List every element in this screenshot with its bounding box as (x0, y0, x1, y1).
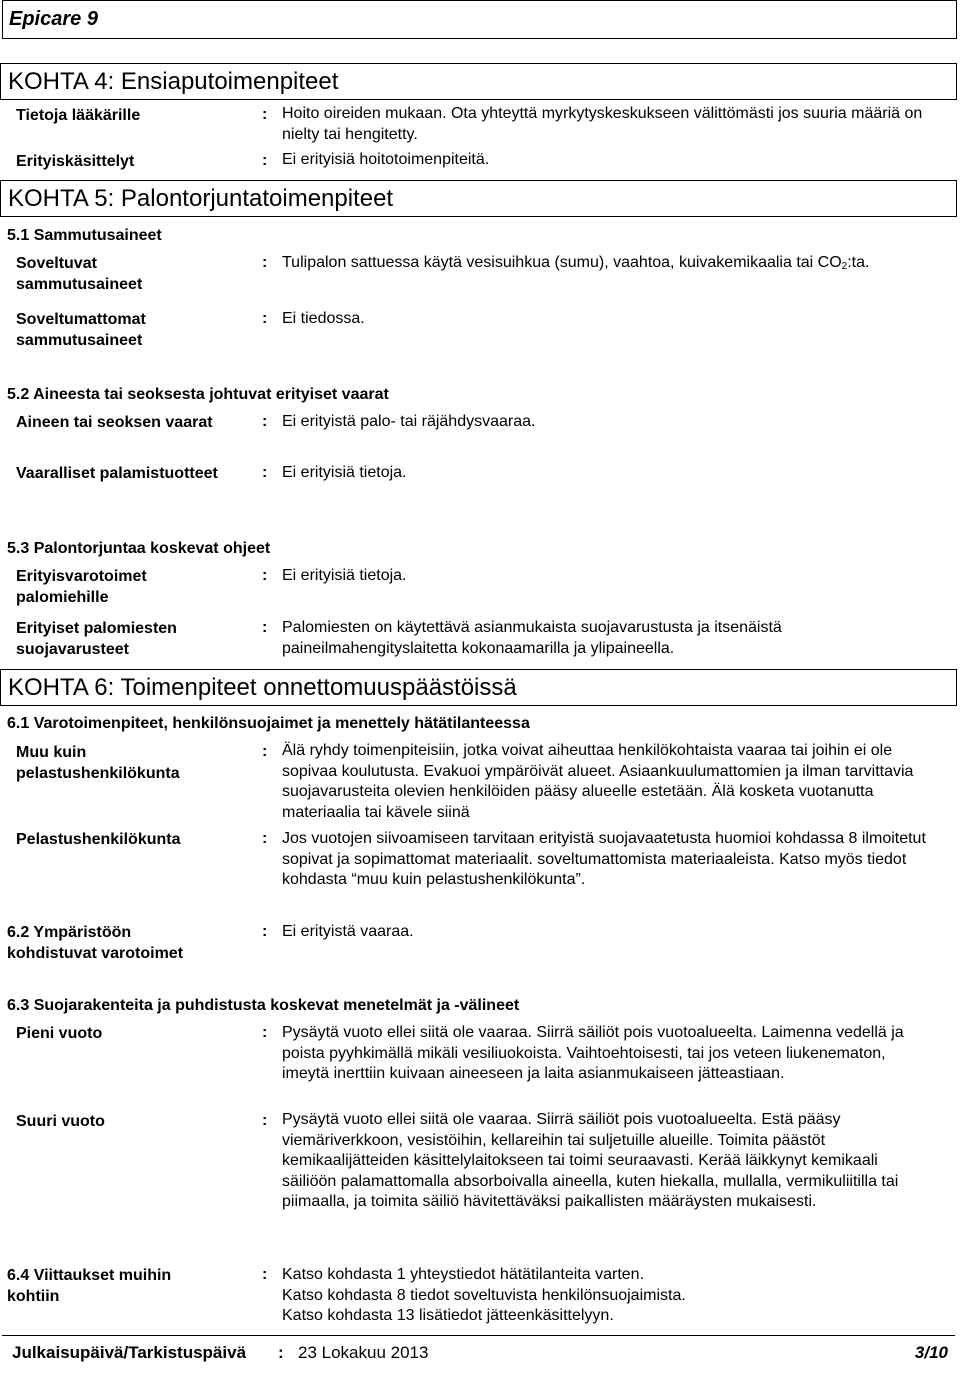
s5-text-hazards: Ei erityistä palo- tai räjähdysvaaraa. (282, 413, 536, 430)
colon: : (262, 1112, 268, 1129)
subsection-5-1: 5.1 Sammutusaineet (7, 227, 162, 244)
s5-label-unsuitable (16, 309, 146, 351)
colon: : (262, 106, 268, 123)
subsection-5-3: 5.3 Palontorjuntaa koskevat ohjeet (7, 540, 271, 557)
label-line: kohdistuvat varotoimet (7, 945, 184, 962)
label-line: Muu kuin (16, 744, 87, 761)
s5-text-combustion: Ei erityisiä tietoja. (282, 464, 407, 481)
colon: : (262, 743, 268, 760)
s5-text-precautions: Ei erityisiä tietoja. (282, 567, 407, 584)
s6-label-non-emergency (16, 742, 180, 784)
colon: : (262, 413, 268, 430)
s5-text-unsuitable: Ei tiedossa. (282, 310, 365, 327)
colon: : (278, 1343, 284, 1362)
label-line: Erityisvarotoimet (16, 568, 147, 585)
section-5-title (0, 180, 957, 217)
product-name: Epicare 9 (9, 8, 98, 30)
label-line: suojavarusteet (16, 641, 129, 658)
colon: : (262, 567, 268, 584)
section-6-title-text: KOHTA 6: Toimenpiteet onnettomuuspäästöissä (8, 674, 517, 701)
subsection-6-2 (7, 922, 183, 964)
s6-label-small-spill: Pieni vuoto (16, 1025, 103, 1042)
colon: : (262, 1024, 268, 1041)
label-line: 6.2 Ympäristöön (7, 924, 132, 941)
label-line: Soveltumattomat (16, 311, 146, 328)
footer-date: 23 Lokakuu 2013 (298, 1343, 429, 1362)
colon: : (262, 619, 268, 636)
label-line: 6.4 Viittaukset muihin (7, 1267, 172, 1284)
colon: : (262, 152, 268, 169)
s5-label-precautions (16, 566, 147, 608)
section-4-title (0, 63, 957, 100)
label-line: Soveltuvat (16, 255, 97, 272)
s5-label-suitable (16, 253, 142, 295)
label-line: pelastushenkilökunta (16, 765, 180, 782)
s4-label-special: Erityiskäsittelyt (16, 153, 135, 170)
label-line: palomiehille (16, 589, 109, 606)
colon: : (262, 254, 268, 271)
label-line: kohtiin (7, 1288, 60, 1305)
s6-label-large-spill: Suuri vuoto (16, 1113, 105, 1130)
s5-label-combustion: Vaaralliset palamistuotteet (16, 465, 218, 482)
s4-text-physician: Hoito oireiden mukaan. Ota yhteyttä myrkytyskeskukseen välittömästi jos suuria määriä on nielty tai hengitetty. (282, 105, 923, 143)
label-line: sammutusaineet (16, 276, 143, 293)
section-4-title-text: KOHTA 4: Ensiaputoimenpiteet (8, 68, 339, 95)
s6-text-small-spill: Pysäytä vuoto ellei siitä ole vaaraa. Siirrä säiliöt pois vuotoalueelta. Laimenna vedellä ja poista pyyhkimällä mikäli vesiliuokoista. Vaihtoehtoisesti, tai jos veteen liukenematon, imeytä inerttiin kuivaan aineeseen ja laita asianmukaiseen jätteastiaan. (282, 1024, 904, 1083)
colon: : (262, 923, 268, 940)
s6-text-references (282, 1265, 952, 1327)
label-line: Erityiset palomiesten (16, 620, 177, 637)
subsection-6-3: 6.3 Suojarakenteita ja puhdistusta koskevat menetelmät ja -välineet (7, 997, 520, 1014)
reference-line: Katso kohdasta 13 lisätiedot jätteenkäsittelyyn. (282, 1307, 614, 1325)
section-5-title-text: KOHTA 5: Palontorjuntatoimenpiteet (8, 185, 394, 212)
s6-label-emergency: Pelastushenkilökunta (16, 831, 181, 848)
s6-text-emergency: Jos vuotojen siivoamiseen tarvitaan erityistä suojavaatetusta huomioi kohdassa 8 ilmoitetut sopivat ja sopimattomat materiaalit. soveltumattomista materiaaleista. Katso myös tiedot kohdasta “muu kuin pelastushenkilökunta”. (282, 830, 926, 889)
colon: : (262, 1266, 268, 1283)
s4-text-special: Ei erityisiä hoitotoimenpiteitä. (282, 151, 490, 168)
subsection-6-4 (7, 1265, 171, 1307)
text-part: Tulipalon sattuessa käytä vesisuihkua (sumu), vaahtoa, kuivakemikaalia tai CO (282, 254, 842, 271)
reference-line: Katso kohdasta 1 yhteystiedot hätätilanteita varten. (282, 1266, 645, 1283)
subscript: 2 (841, 261, 848, 272)
s5-label-equipment (16, 618, 177, 660)
s6-text-non-emergency: Älä ryhdy toimenpiteisiin, jotka voivat aiheuttaa henkilökohtaista vaaraa tai joihin ei ole sopivaa koulutusta. Evakuoi ympäröivät alueet. Asiaankuulumattomien ja ilman tarvittavia suojavarusteita olevien henkilöiden pääsy alueelle estetään. Älä kosketa vuotanutta materiaalia tai kävele siinä (282, 742, 914, 821)
reference-line: Katso kohdasta 8 tiedot soveltuvista henkilönsuojaimista. (282, 1286, 686, 1304)
page-number: 3/10 (914, 1343, 948, 1362)
s6-text-large-spill: Pysäytä vuoto ellei siitä ole vaaraa. Siirrä säiliöt pois vuotoalueelta. Estä pääsy viemäriverkkoon, vesistöihin, kellareihin tai suljetuille alueille. Toimita päästöt kemikaalijätteiden käsittelylaitokseen tai toimi seuraavasti. Kerää läikkynyt kemikaali säiliöön palamattomalla absorboivalla aineella, kuten hiekalla, mullalla, vermikuliitilla tai piimaalla, ja toimita säiliö hävitettäväksi paikallisten määräysten mukaisesti. (282, 1111, 899, 1211)
document-header (2, 0, 957, 39)
colon: : (262, 310, 268, 327)
section-6-title (0, 669, 957, 706)
footer-divider (2, 1335, 955, 1336)
s4-label-physician: Tietoja lääkärille (16, 107, 141, 124)
text-part: :ta. (847, 254, 870, 271)
footer-label: Julkaisupäivä/Tarkistuspäivä (12, 1343, 247, 1362)
s5-text-suitable (282, 253, 952, 278)
colon: : (262, 464, 268, 481)
label-line: sammutusaineet (16, 332, 143, 349)
s5-label-hazards: Aineen tai seoksen vaarat (16, 414, 213, 431)
subsection-6-1: 6.1 Varotoimenpiteet, henkilönsuojaimet ja menettely hätätilanteessa (7, 715, 530, 732)
s6-text-environment: Ei erityistä vaaraa. (282, 923, 414, 940)
colon: : (262, 830, 268, 847)
s5-text-equipment: Palomiesten on käytettävä asianmukaista suojavarustusta ja itsenäistä paineilmahengityslaitetta kokonaamarilla ja ylipaineella. (282, 619, 782, 657)
subsection-5-2: 5.2 Aineesta tai seoksesta johtuvat erityiset vaarat (7, 386, 389, 403)
